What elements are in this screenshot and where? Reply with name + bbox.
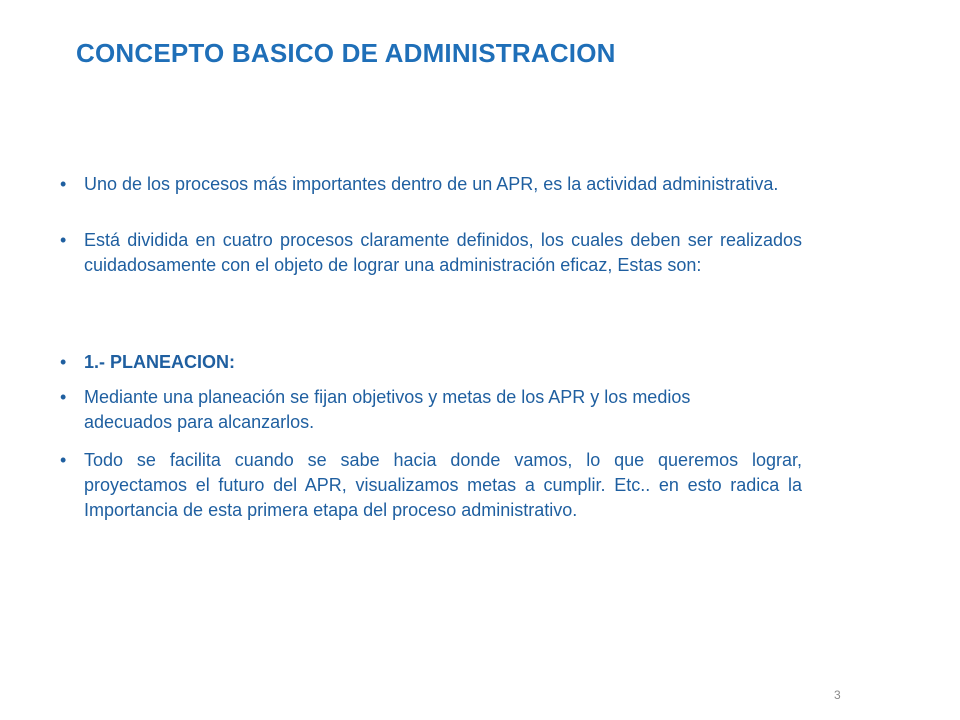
page-number: 3 — [834, 688, 841, 702]
section-heading: 1.- PLANEACION: — [84, 352, 236, 372]
slide-title: CONCEPTO BASICO DE ADMINISTRACION — [76, 38, 616, 68]
bullet-marker: • — [60, 174, 67, 194]
bullet-text: Está dividida en cuatro procesos claramente definidos, los cuales deben ser realizados cuidadosamente con el objeto de lograr una administración eficaz, Estas son: — [84, 230, 802, 275]
bullet-marker: • — [60, 450, 67, 470]
bullet-text: Uno de los procesos más importantes dentro de un APR, es la actividad administrativa. — [84, 174, 779, 194]
bullet-item-heading-planeacion — [60, 350, 802, 375]
bullet-text: Todo se facilita cuando se sabe hacia donde vamos, lo que queremos lograr, proyectamos el futuro del APR, visualizamos metas a cumplir. Etc.. en esto radica la Importancia de esta primera etapa del proceso administrativo. — [84, 450, 802, 520]
bullet-marker: • — [60, 352, 67, 372]
bullet-marker: • — [60, 230, 67, 250]
bullet-marker: • — [60, 387, 67, 407]
bullet-text: Mediante una planeación se fijan objetivos y metas de los APR y los medios adecuados para alcanzarlos. — [84, 387, 691, 432]
bullet-item-2 — [60, 228, 802, 278]
bullet-item-4 — [60, 385, 780, 435]
bullet-item-5 — [60, 448, 802, 523]
bullet-item-1 — [60, 172, 802, 197]
